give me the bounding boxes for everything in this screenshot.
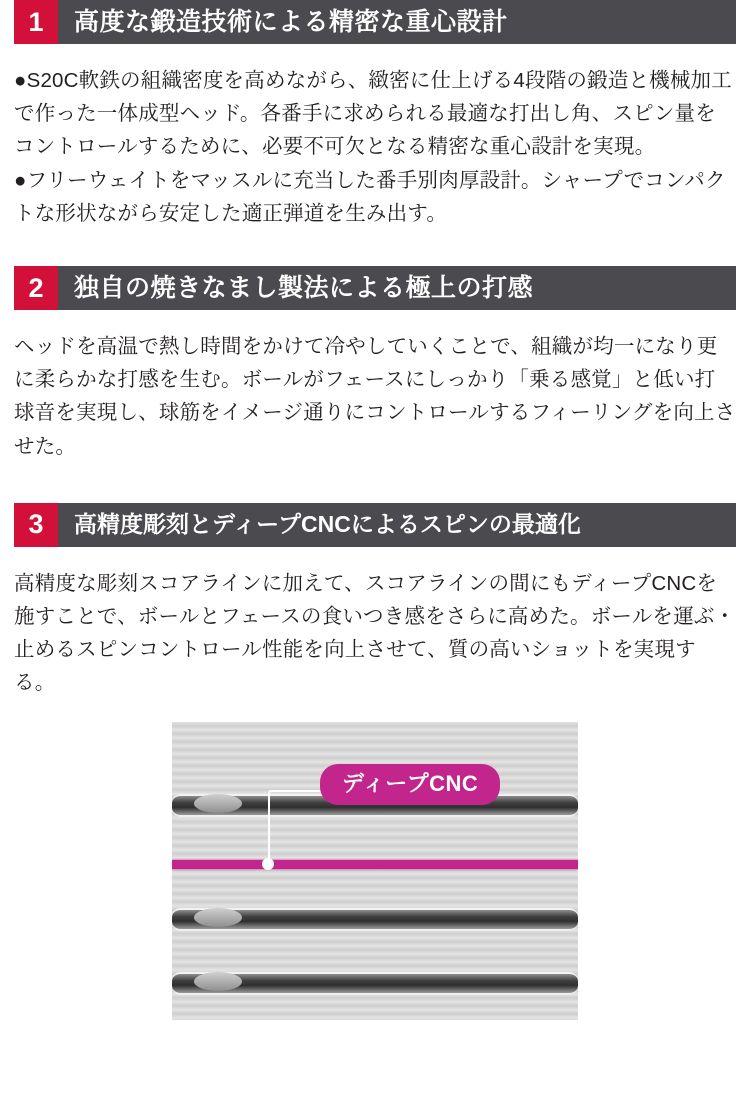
section-number-3: 3: [14, 503, 58, 547]
spacer: [0, 230, 750, 266]
spacer: [0, 463, 750, 503]
callout-leader-line: [268, 790, 322, 866]
section-title-2: 独自の焼きなまし製法による極上の打感: [74, 273, 534, 302]
paragraph: 高精度な彫刻スコアラインに加えて、スコアラインの間にもディープCNCを施すことで、ボールとフェースの食いつき感をさらに高めた。ボールを運ぶ・止めるスピンコントロール性能を向上させて、質の高いショットを実現する。: [14, 571, 736, 695]
section-body-2: [14, 330, 736, 463]
deep-cnc-callout-label: ディープCNC: [320, 764, 500, 805]
section-number-1: 1: [14, 0, 58, 44]
section-title-1: 高度な鍛造技術による精密な重心設計: [74, 7, 508, 36]
section-title-bar-1: [58, 0, 736, 44]
section-title-3: 高精度彫刻とディープCNCによるスピンの最適化: [74, 511, 581, 538]
section-body-3: [14, 567, 736, 700]
club-face-photo: [172, 722, 578, 1020]
section-title-bar-2: [58, 266, 736, 310]
paragraph: ●フリーウェイトをマッスルに充当した番手別肉厚設計。シャープでコンパクトな形状ながら安定した適正弾道を生み出す。: [14, 168, 726, 225]
section-header-1: [14, 0, 736, 44]
score-line-end: [194, 794, 242, 813]
section-body-1: [14, 64, 736, 230]
score-line-end: [194, 908, 242, 927]
section-number-2: 2: [14, 266, 58, 310]
section-header-3: [14, 503, 736, 547]
callout-leader-dot: [262, 858, 274, 870]
deep-cnc-highlight-line: [172, 860, 578, 869]
section-header-2: [14, 266, 736, 310]
section-title-bar-3: [58, 503, 736, 547]
score-line-end: [194, 972, 242, 991]
paragraph: ヘッドを高温で熱し時間をかけて冷やしていくことで、組織が均一になり更に柔らかな打感を生む。ボールがフェースにしっかり「乗る感覚」と低い打球音を実現し、球筋をイメージ通りにコントロールするフィーリングを向上させた。: [14, 335, 736, 458]
paragraph: ●S20C軟鉄の組織密度を高めながら、緻密に仕上げる4段階の鍛造と機械加工で作った一体成型ヘッド。各番手に求められる最適な打出し角、スピン量をコントロールするために、必要不可欠となる精密な重心設計を実現。: [14, 69, 732, 159]
